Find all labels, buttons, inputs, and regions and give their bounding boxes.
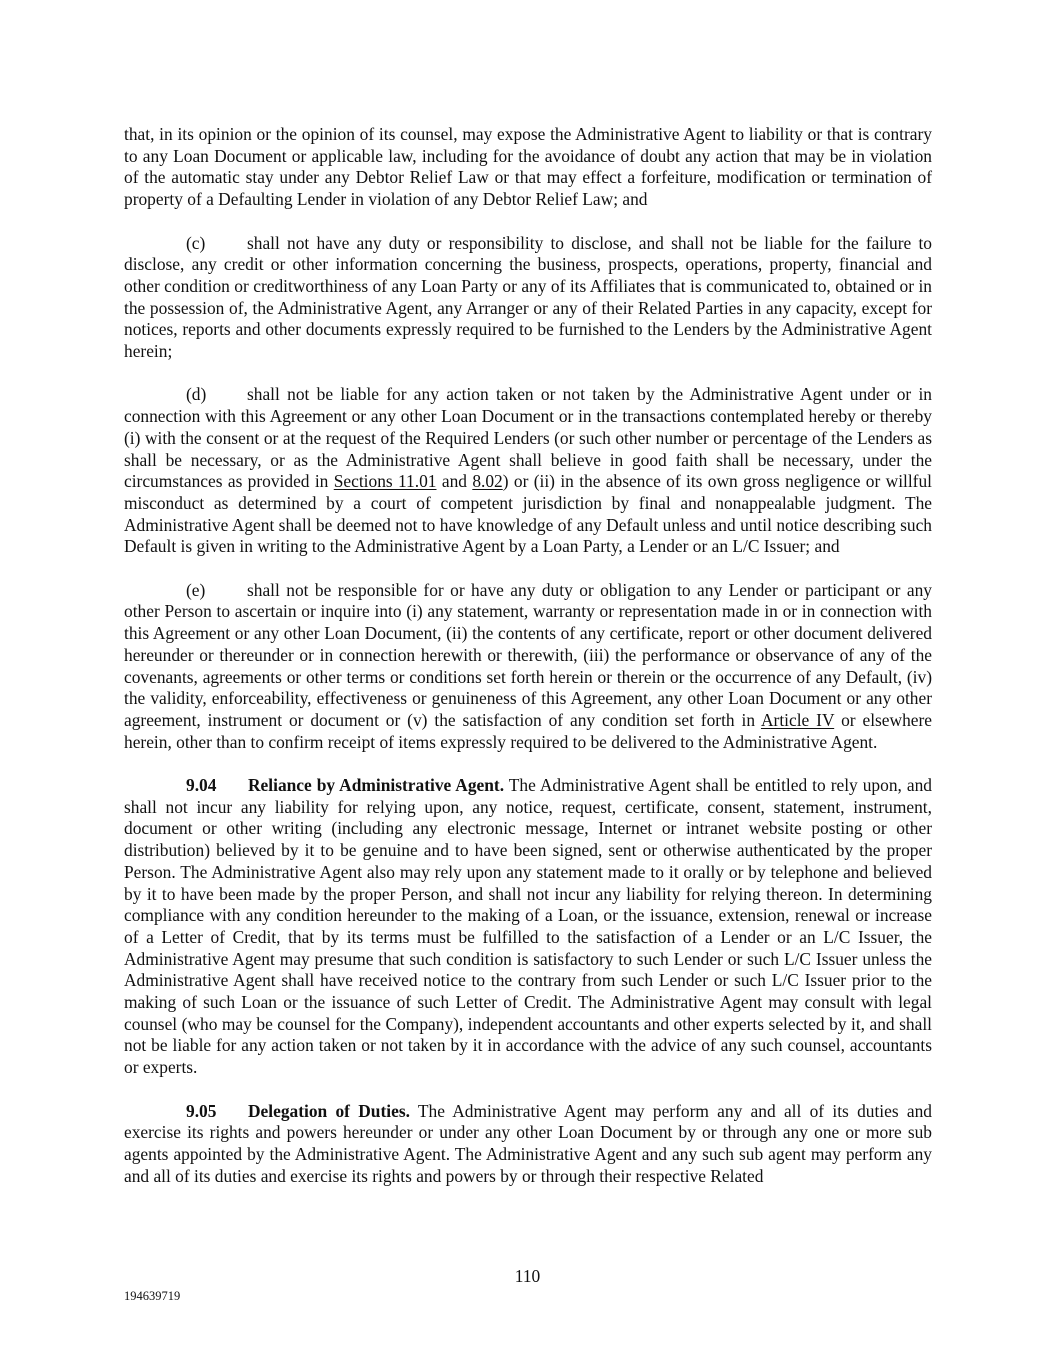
clause-c	[124, 233, 932, 363]
document-id: 194639719	[124, 1289, 181, 1303]
clause-e-text-1: shall not be responsible for or have any duty or obligation to any Lender or participant or any other Person to ascertain or inquire into (i) any statement, warranty or representation made in or in connection with this Agreement or any other Loan Document, (ii) the contents of any certificate, report or other document delivered hereunder or thereunder or in connection herewith or therewith, (iii) the performance or observance of any of the covenants, agreements or other terms or conditions set forth herein or therein or the occurrence of any Default, (iv) the validity, enforceability, effectiveness or genuineness of this Agreement, any other Loan Document or any other agreement, instrument or document or (v) the satisfaction of any condition set forth in	[124, 579, 932, 730]
article-iv-link[interactable]: Article IV	[760, 709, 835, 730]
clause-d-text-2: and	[436, 471, 473, 492]
clause-e-label: (e)	[186, 579, 206, 600]
clause-e	[124, 580, 932, 754]
section-8-02-link[interactable]: 8.02	[472, 471, 503, 492]
section-9-04	[124, 775, 932, 1079]
section-9-04-title: Reliance by Administrative Agent.	[248, 775, 505, 796]
section-9-05-text: The Administrative Agent may perform any and all of its duties and exercise its rights and powers hereunder or under any other Loan Document by or through any one or more sub agents appointed by the Administrative Agent. The Administrative Agent and any such sub agent may perform any and all of its duties and exercise its rights and powers by or through their respective Related	[124, 1100, 932, 1186]
sections-11-01-link[interactable]: Sections 11.01	[333, 471, 437, 492]
section-9-05-title: Delegation of Duties.	[248, 1100, 410, 1121]
section-9-05-number: 9.05	[186, 1100, 217, 1121]
page-number: 110	[514, 1266, 541, 1286]
clause-d	[124, 384, 932, 558]
section-9-04-text: The Administrative Agent shall be entitled to rely upon, and shall not incur any liability for relying upon, any notice, request, certificate, consent, statement, instrument, document or other writing (including any electronic message, Internet or intranet website posting or other distribution) believed by it to be genuine and to have been signed, sent or otherwise authenticated by the proper Person. The Administrative Agent also may rely upon any statement made to it orally or by telephone and believed by it to have been made by the proper Person, and shall not incur any liability for relying thereon. In determining compliance with any condition hereunder to the making of a Loan, or the issuance, extension, renewal or increase of a Letter of Credit, that by its terms must be fulfilled to the satisfaction of a Lender or an L/C Issuer, the Administrative Agent may presume that such condition is satisfactory to such Lender or such L/C Issuer unless the Administrative Agent shall have received notice to the contrary from such Lender or such L/C Issuer prior to the making of such Loan or the issuance of such Letter of Credit. The Administrative Agent may consult with legal counsel (who may be counsel for the Company), independent accountants and other experts selected by it, and shall not be liable for any action taken or not taken by it in accordance with the advice of any such counsel, accountants or experts.	[124, 775, 932, 1078]
clause-e-text-2: or elsewhere herein, other than to confirm receipt of items expressly required to be delivered to the Administrative Agent.	[124, 709, 932, 752]
clause-c-label: (c)	[186, 232, 206, 253]
clause-c-text: shall not have any duty or responsibility to disclose, and shall not be liable for the failure to disclose, any credit or other information concerning the business, prospects, operations, property, financial and other condition or creditworthiness of any Loan Party or any of its Affiliates that is communicated to, obtained or in the possession of, the Administrative Agent, any Arranger or any of their Related Parties in any capacity, except for notices, reports and other documents expressly required to be furnished to the Lenders by the Administrative Agent herein;	[124, 232, 932, 362]
section-9-04-number: 9.04	[186, 775, 217, 796]
clause-d-text-3: ) or (ii) in the absence of its own gross negligence or willful misconduct as determined by a court of competent jurisdiction by final and nonappealable judgment. The Administrative Agent shall be deemed not to have knowledge of any Default unless and until notice describing such Default is given in writing to the Administrative Agent by a Loan Party, a Lender or an L/C Issuer; and	[124, 471, 933, 557]
clause-d-label: (d)	[186, 384, 207, 405]
document-body	[124, 124, 932, 1209]
clause-d-text-1: shall not be liable for any action taken or not taken by the Administrative Agent under or in connection with this Agreement or any other Loan Document or in the transactions contemplated hereby or thereby (i) with the consent or at the request of the Required Lenders (or such other number or percentage of the Lenders as shall be necessary, or as the Administrative Agent shall believe in good faith shall be necessary, under the circumstances as provided in	[124, 384, 932, 492]
section-9-05	[124, 1101, 932, 1188]
paragraph-continued: that, in its opinion or the opinion of its counsel, may expose the Administrative Agent to liability or that is contrary to any Loan Document or applicable law, including for the avoidance of doubt any action that may be in violation of the automatic stay under any Debtor Relief Law or that may effect a forfeiture, modification or termination of property of a Defaulting Lender in violation of any Debtor Relief Law; and	[124, 124, 932, 210]
